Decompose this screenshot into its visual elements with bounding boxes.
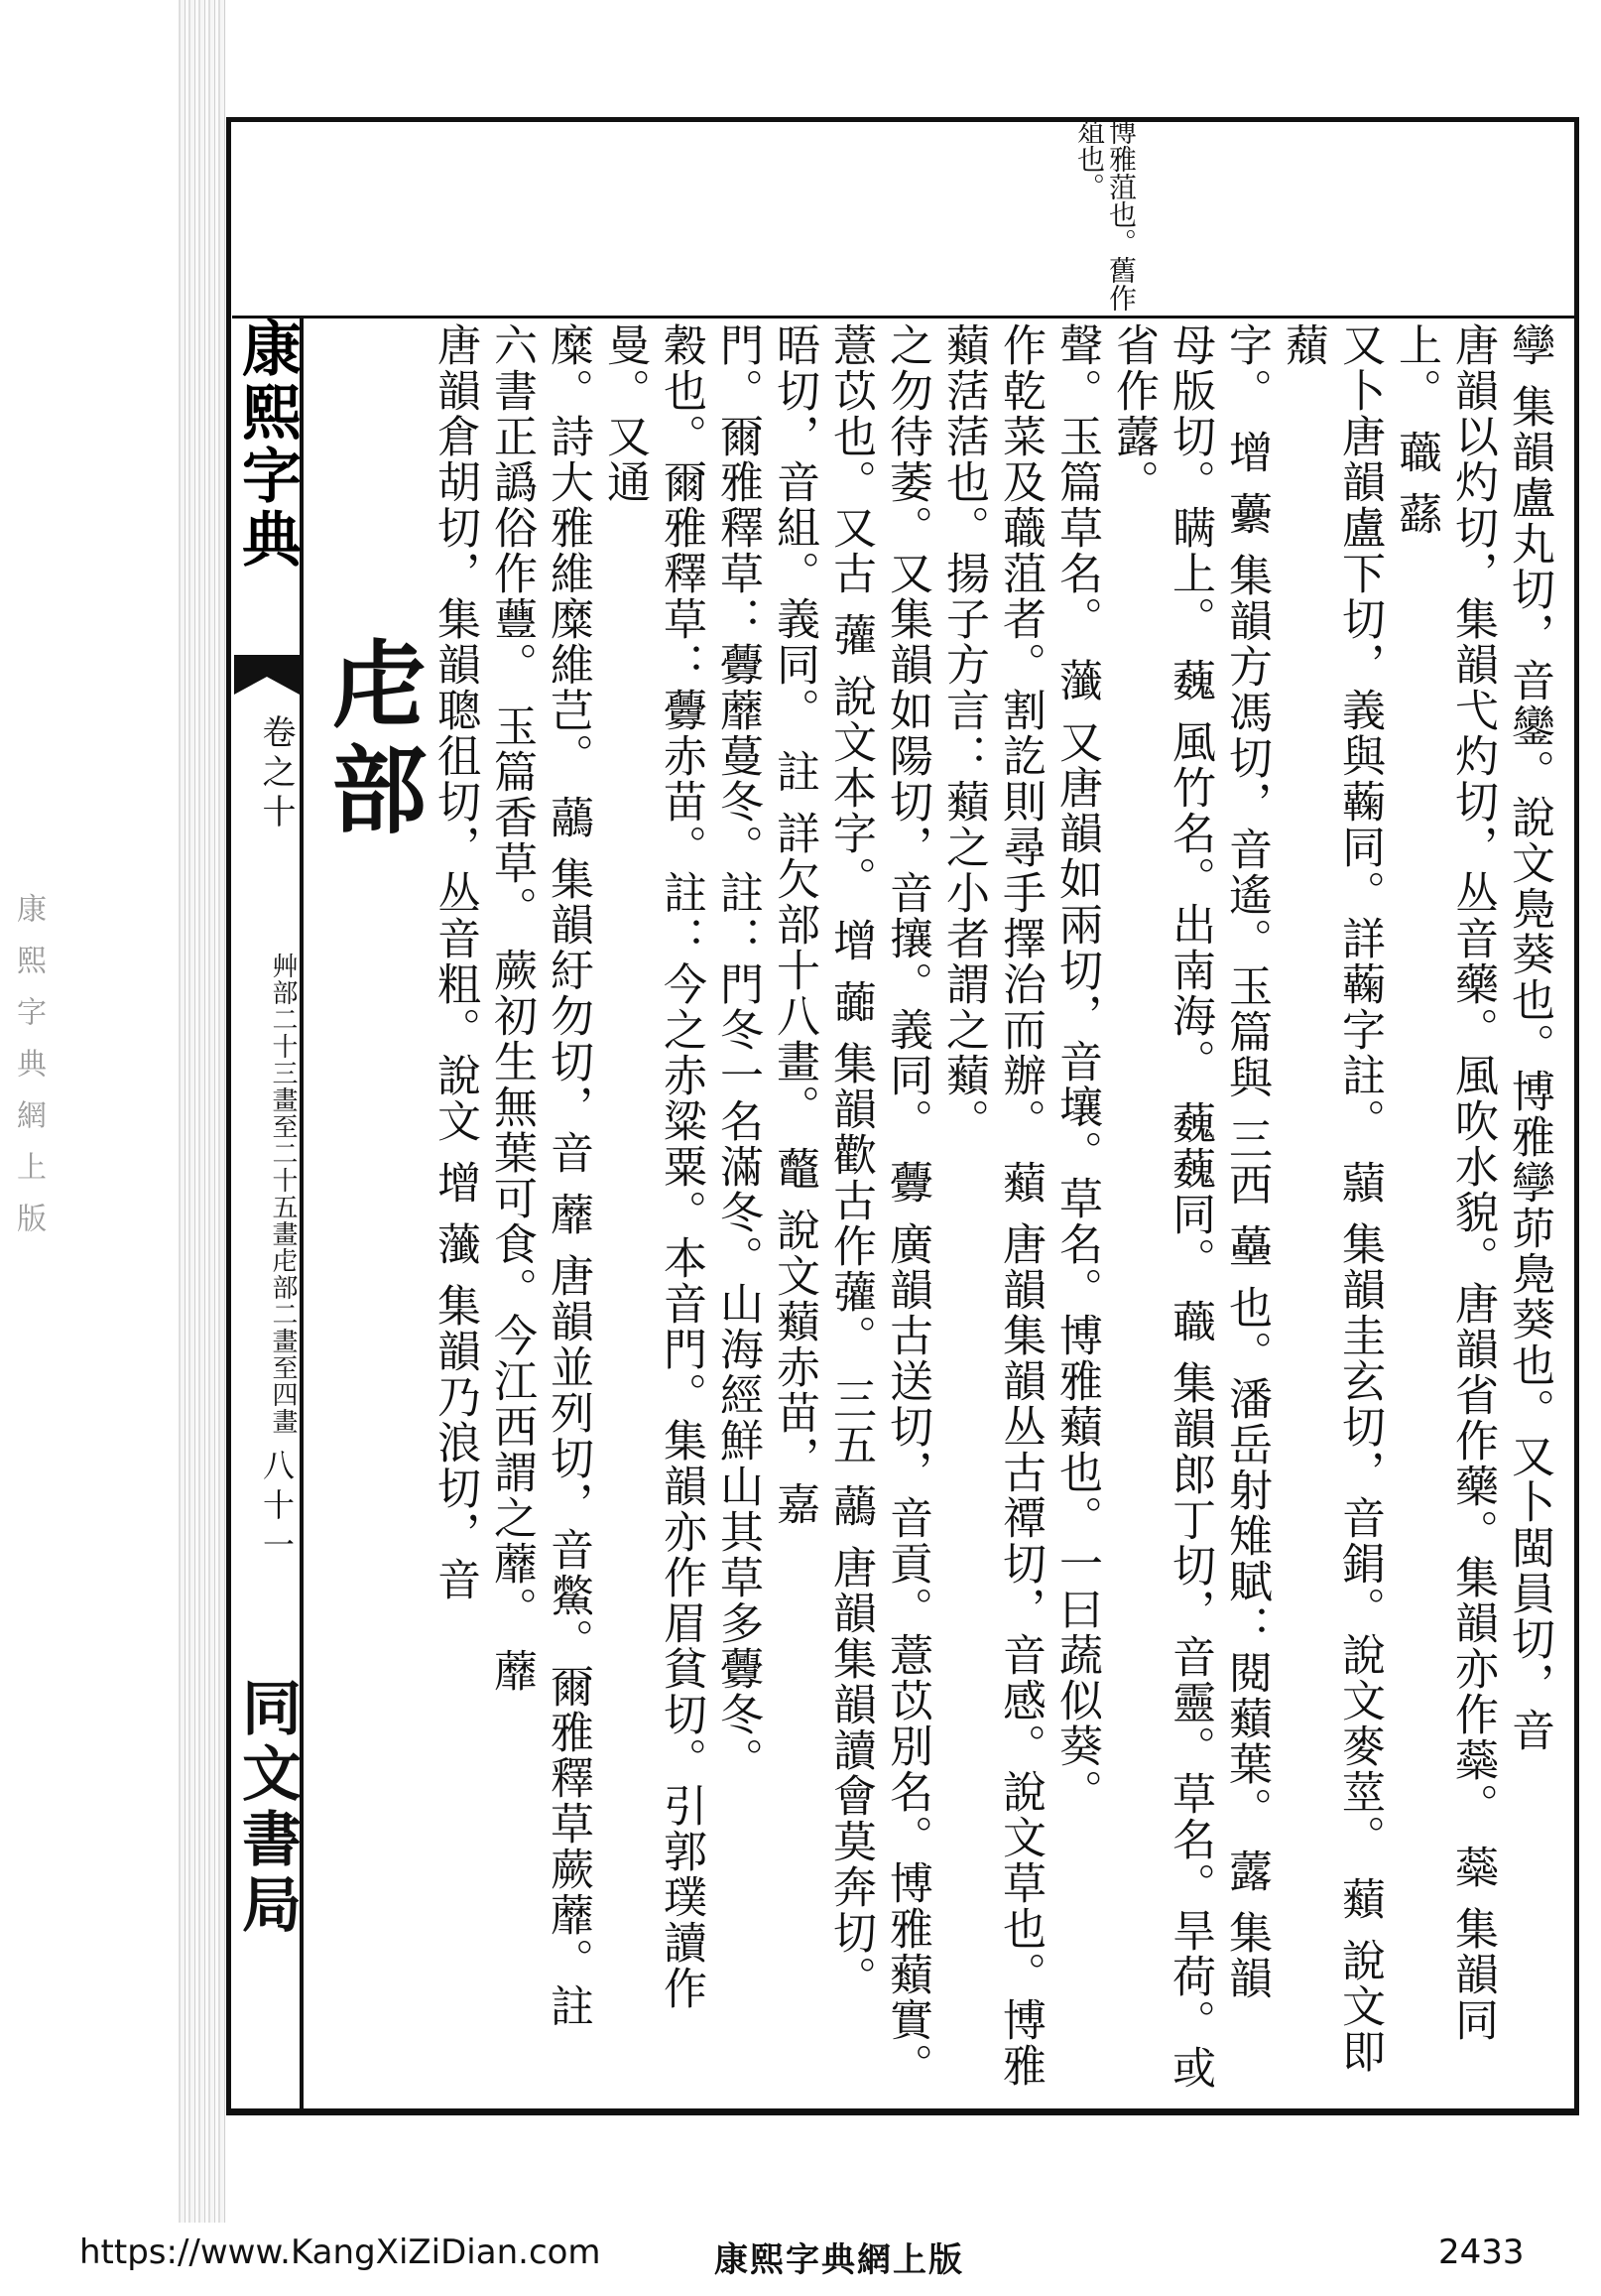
side-watermark: 康熙字典網上版	[11, 893, 46, 1254]
book-title: 康熙字典	[232, 318, 302, 572]
text-column: 又卜唐韻盧下切，義與蘜同。詳蘜字註。 蘏 集韻圭玄切，音鋗。說文麥莖。 蘱 說文即蘈	[1278, 322, 1385, 2075]
stroke-range: 艸部二十三畫至二十五畫虍部二畫至四畫	[268, 953, 298, 1435]
text-column: 晤切，音組。義同。 註 詳欠部十八畫。 虌 說文蘱赤苗，嘉	[769, 322, 819, 1527]
text-column: 聲。玉篇草名。 虃 又唐韻如兩切，音壤。草名。博雅蘱也。一曰蔬似葵。	[1051, 322, 1102, 1815]
text-column: 門。爾雅釋草：虋蘼蔓冬。註：門冬一名滿冬。山海經鮮山其草多虋冬。	[712, 322, 763, 1783]
top-rule	[232, 316, 1575, 319]
footer-title: 康熙字典網上版	[714, 2240, 964, 2280]
text-column: 字。 增 虆 集韻方馮切，音遙。玉篇與 三西 蘲 也。潘岳射雉賦：閱蘱葉。 虂 集韻	[1221, 322, 1272, 2001]
text-column: 母版切。瞒上。 蘶 風竹名。出南海。 蘶蘶同。 蘵 集韻郎丁切，音靈。草名。旱荷。或省作虂。	[1108, 322, 1215, 2091]
text-column: 糜。詩大雅維糜維芑。 虉 集韻紆勿切，音 蘼 唐韻並列切，音鱉。爾雅釋草蕨蘼。註	[543, 322, 593, 2029]
text-column: 唐韻以灼切，集韻弋灼切，丛音藥。風吹水貌。唐韻省作藥。集韻亦作蘂。 蘂 集韻同上。 蘵 蘨	[1391, 322, 1498, 2043]
footer-page-number: 2433	[1438, 2232, 1525, 2272]
top-note: 博雅菹也。舊作葅也。	[1073, 117, 1138, 312]
volume-label: 卷之十	[256, 714, 296, 833]
text-column: 孿 集韻盧丸切，音鑾。說文鳧葵也。博雅孿茆鳧葵也。又卜閩員切，音	[1504, 322, 1554, 1753]
binding-spine	[179, 0, 226, 2223]
radical-heading: 虍部	[316, 635, 429, 845]
bottom-rule	[226, 2109, 1579, 2115]
text-column: 六書正譌俗作蘴。 玉篇香草。 蕨初生無葉可食。今江西謂之蘼。 蘼	[486, 322, 537, 1694]
footer-url-link[interactable]: https://www.KangXiZiDian.com	[79, 2232, 601, 2272]
text-column: 之勿待萎。又集韻如陽切，音攘。義同。 虋 廣韻古送切，音貢。薏苡別名。博雅蘱實。	[882, 322, 932, 2089]
text-column: 薏苡也。又古 虇 說文本字。 增 虈 集韻歡古作虇。 三五 虉 唐韻集韻讀會莫奔切。	[825, 322, 876, 2001]
dictionary-text	[427, 322, 1557, 2099]
text-column: 作乾菜及蘵菹者。割訖則尋手擇治而辦。 蘱 唐韻集韻丛古禫切，音感。說文草也。博雅蘱萿萿也。揚子方言：蘱之小者謂之蘱。	[938, 322, 1046, 2089]
leaf-number: 八十一	[258, 1449, 296, 1568]
text-column: 唐韻倉胡切，集韻聰徂切，丛音粗。說文 增 虃 集韻乃浪切，音	[430, 322, 480, 1602]
publisher-name: 同文書局	[232, 1677, 302, 1939]
text-column: 穀也。爾雅釋草：虋赤苗。註：今之赤粱粟。本音門。集韻亦作眉貧切。引郭璞讀作曼。又通	[599, 322, 706, 2011]
